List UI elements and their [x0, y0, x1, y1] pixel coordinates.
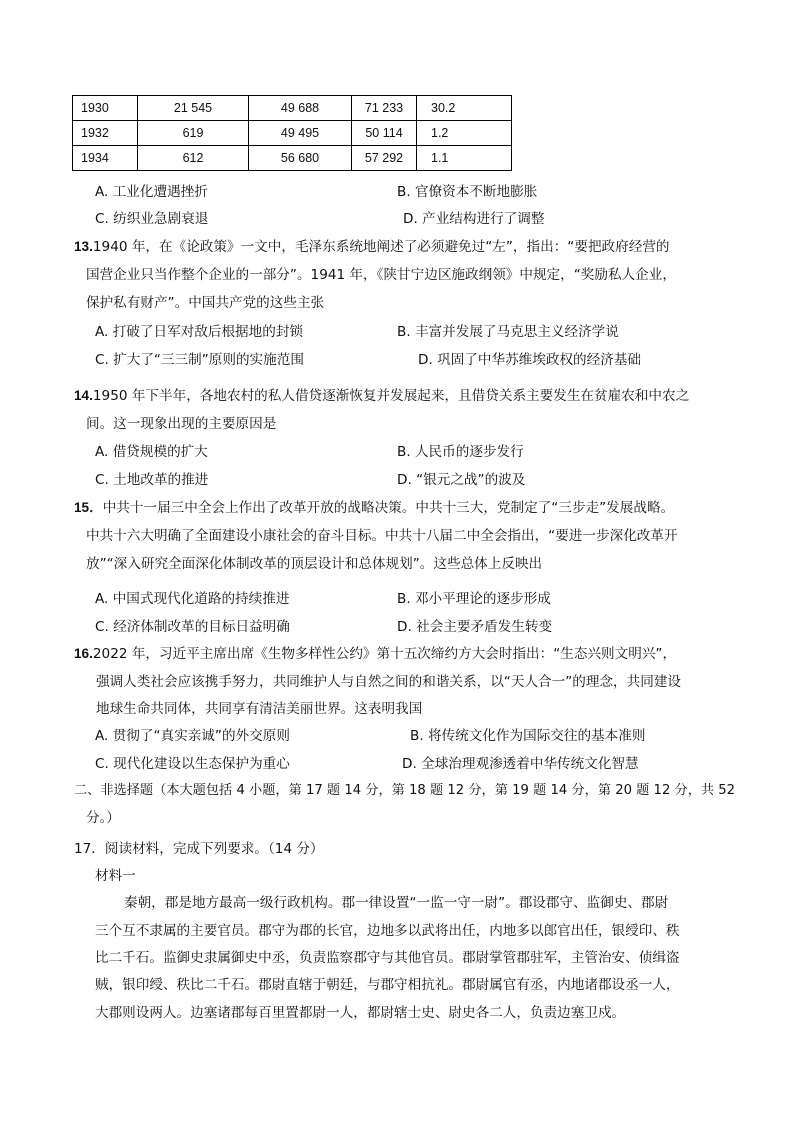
q13-option-d[interactable]: D. 巩固了中华苏维埃政权的经济基础 [418, 352, 642, 368]
section-2-heading-cont: 分。） [86, 810, 120, 826]
q12-option-d[interactable]: D. 产业结构进行了调整 [403, 211, 545, 227]
q15-number: 15． [74, 500, 103, 515]
q15-option-d[interactable]: D. 社会主要矛盾发生转变 [397, 619, 553, 635]
q13-line-1: 1940 年，在《论政策》一文中，毛泽东系统地阐述了必须避免过“左”，指出：“要把政府经营的 [92, 239, 670, 255]
q17-header: 17．阅读材料，完成下列要求。（14 分） [74, 841, 324, 857]
table-cell: 30.2 [417, 96, 512, 121]
table-row [73, 96, 512, 121]
table-cell: 21 545 [138, 96, 249, 121]
table-cell: 1.2 [417, 121, 512, 146]
table-cell: 71 233 [352, 96, 417, 121]
q12-option-c[interactable]: C. 纺织业急剧衰退 [95, 211, 209, 227]
q14-option-b[interactable]: B. 人民币的逐步发行 [397, 444, 524, 460]
table-cell: 619 [138, 121, 249, 146]
table-cell: 57 292 [352, 146, 417, 171]
q16-option-a[interactable]: A. 贯彻了“真实亲诚”的外交原则 [95, 728, 290, 744]
q13-option-c[interactable]: C. 扩大了“三三制”原则的实施范围 [95, 352, 304, 368]
q17-paragraph-line: 贼，银印绶、秩比二千石。郡尉直辖于朝廷，与郡守相抗礼。郡尉属官有丞，内地诸郡设丞一人， [95, 977, 680, 993]
q14-stem [74, 384, 689, 404]
q12-option-a[interactable]: A. 工业化遭遇挫折 [95, 184, 208, 200]
material-label: 材料一 [95, 868, 136, 884]
q13-line-3: 保护私有财产”。中国共产党的这些主张 [86, 295, 325, 311]
q14-line-1: 1950 年下半年，各地农村的私人借贷逐渐恢复并发展起来，且借贷关系主要发生在贫雇农和中农之 [92, 388, 690, 404]
table-cell: 50 114 [352, 121, 417, 146]
q16-option-d[interactable]: D. 全球治理观渗透着中华传统文化智慧 [402, 756, 639, 772]
q15-option-c[interactable]: C. 经济体制改革的目标日益明确 [95, 619, 290, 635]
q15-stem [74, 496, 674, 516]
q13-option-b[interactable]: B. 丰富并发展了马克思主义经济学说 [397, 324, 619, 340]
q15-line-1: 中共十一届三中全会上作出了改革开放的战略决策。中共十三大，党制定了“三步走”发展战略。 [102, 500, 675, 516]
statistics-table [72, 95, 512, 171]
table-cell: 1934 [73, 146, 138, 171]
q12-option-b[interactable]: B. 官僚资本不断地膨胀 [397, 184, 538, 200]
q16-option-b[interactable]: B. 将传统文化作为国际交往的基本准则 [410, 728, 646, 744]
q16-line-2: 强调人类社会应该携手努力，共同维护人与自然之间的和谐关系，以“天人合一”的理念，共同建设 [96, 674, 682, 690]
table-cell: 56 680 [249, 146, 352, 171]
q14-option-a[interactable]: A. 借贷规模的扩大 [95, 444, 208, 460]
table-cell: 1.1 [417, 146, 512, 171]
q16-number: 16. [74, 646, 93, 661]
q14-line-2: 间。这一现象出现的主要原因是 [86, 416, 277, 432]
q13-number: 13. [74, 239, 93, 254]
q16-line-1: 2022 年，习近平主席出席《生物多样性公约》第十五次缔约方大会时指出：“生态兴则文明兴”， [92, 646, 677, 662]
table-cell: 612 [138, 146, 249, 171]
q13-stem [74, 235, 670, 255]
q17-paragraph-line: 三个互不隶属的主要官员。郡守为郡的长官，边地多以武将出任，内地多以郎官出任，银绶印、秩 [95, 923, 680, 939]
q13-option-a[interactable]: A. 打破了日军对敌后根据地的封锁 [95, 324, 304, 340]
q16-line-3: 地球生命共同体，共同享有清洁美丽世界。这表明我国 [96, 701, 423, 717]
table-cell: 1930 [73, 96, 138, 121]
table-row [73, 121, 512, 146]
table-cell: 49 495 [249, 121, 352, 146]
q15-option-a[interactable]: A. 中国式现代化道路的持续推进 [95, 591, 290, 607]
q16-stem [74, 642, 676, 662]
q15-line-2: 中共十六大明确了全面建设小康社会的奋斗目标。中共十八届二中全会指出，“要进一步深化改革开 [86, 528, 678, 544]
q14-option-c[interactable]: C. 土地改革的推进 [95, 472, 209, 488]
table-row [73, 146, 512, 171]
q15-option-b[interactable]: B. 邓小平理论的逐步形成 [397, 591, 551, 607]
q17-paragraph-line: 大郡则设两人。边塞诸郡每百里置都尉一人，都尉辖士史、尉史各二人，负责边塞卫戍。 [95, 1005, 626, 1021]
section-2-heading: 二、非选择题（本大题包括 4 小题，第 17 题 14 分，第 18 题 12 分，第 19 题 14 分，第 20 题 12 分，共 52 [74, 783, 736, 798]
table-cell: 49 688 [249, 96, 352, 121]
q13-line-2: 国营企业只当作整个企业的一部分”。1941 年，《陕甘宁边区施政纲领》中规定，“奖励私人企业， [86, 267, 676, 283]
q17-paragraph-line: 比二千石。监御史隶属御史中丞，负责监察郡守与其他官员。郡尉掌管郡驻军，主管治安、侦缉盗 [95, 950, 680, 966]
q16-option-c[interactable]: C. 现代化建设以生态保护为重心 [95, 756, 290, 772]
q14-option-d[interactable]: D. “银元之战”的波及 [397, 472, 526, 488]
q14-number: 14. [74, 388, 93, 403]
q17-paragraph-line: 秦朝，郡是地方最高一级行政机构。郡一律设置“一监一守一尉”。郡设郡守、监御史、郡尉 [124, 895, 669, 911]
q15-line-3: 放”“深入研究全面深化体制改革的顶层设计和总体规划”。这些总体上反映出 [86, 556, 543, 572]
table-cell: 1932 [73, 121, 138, 146]
